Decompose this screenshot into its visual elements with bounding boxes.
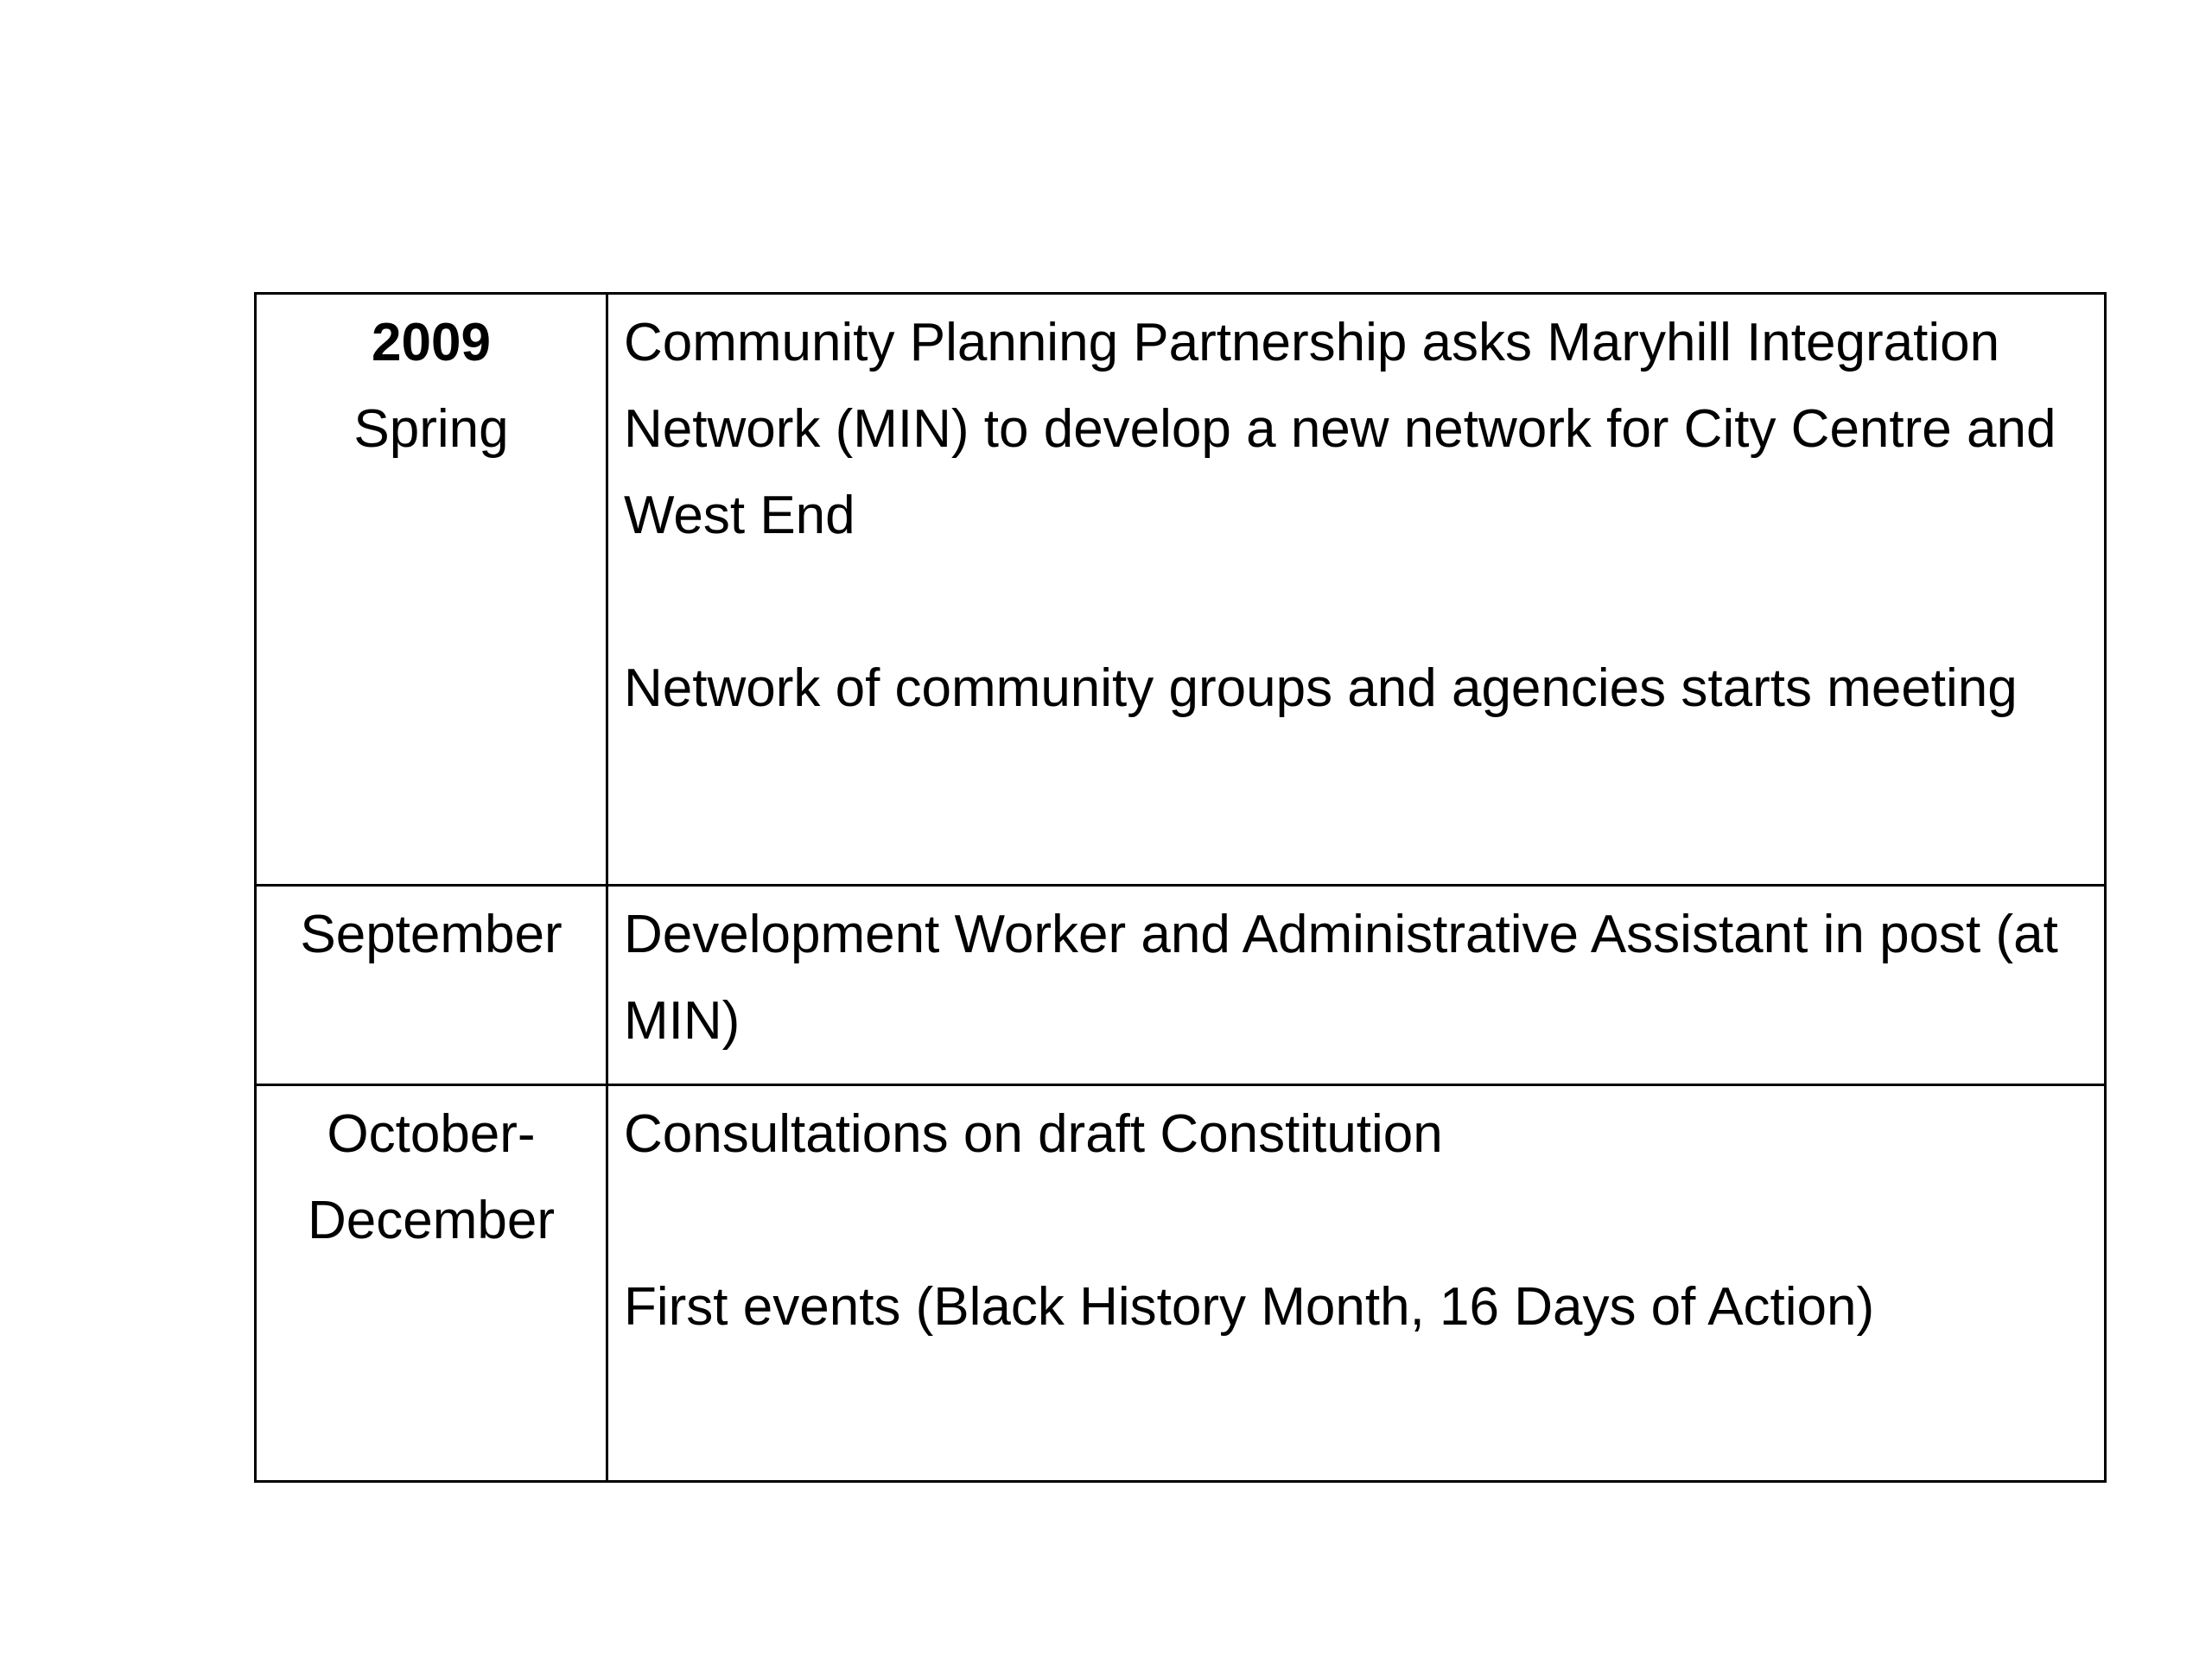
table-row — [256, 886, 2106, 1085]
month-label: September — [300, 905, 563, 964]
event-description: Consultations on draft Constitution — [624, 1104, 1443, 1164]
date-cell — [256, 1085, 607, 1482]
event-description: Network of community groups and agencies starts meeting — [624, 658, 2018, 718]
event-description: Community Planning Partnership asks Maryhill Integration Network (MIN) to develop a new network for City Centre and West End — [624, 313, 2056, 545]
table-row — [256, 294, 2106, 886]
event-description: Development Worker and Administrative Assistant in post (at MIN) — [624, 905, 2058, 1051]
month-range-start-label: October- — [327, 1104, 536, 1164]
description-cell — [607, 294, 2106, 886]
description-cell — [607, 1085, 2106, 1482]
month-range-end-label: December — [308, 1191, 555, 1250]
description-cell — [607, 886, 2106, 1085]
season-label: Spring — [353, 399, 509, 459]
timeline-table — [254, 292, 2107, 1483]
date-cell — [256, 886, 607, 1085]
year-label: 2009 — [372, 313, 491, 372]
date-cell — [256, 294, 607, 886]
event-description: First events (Black History Month, 16 Days of Action) — [624, 1277, 1875, 1337]
table-row — [256, 1085, 2106, 1482]
